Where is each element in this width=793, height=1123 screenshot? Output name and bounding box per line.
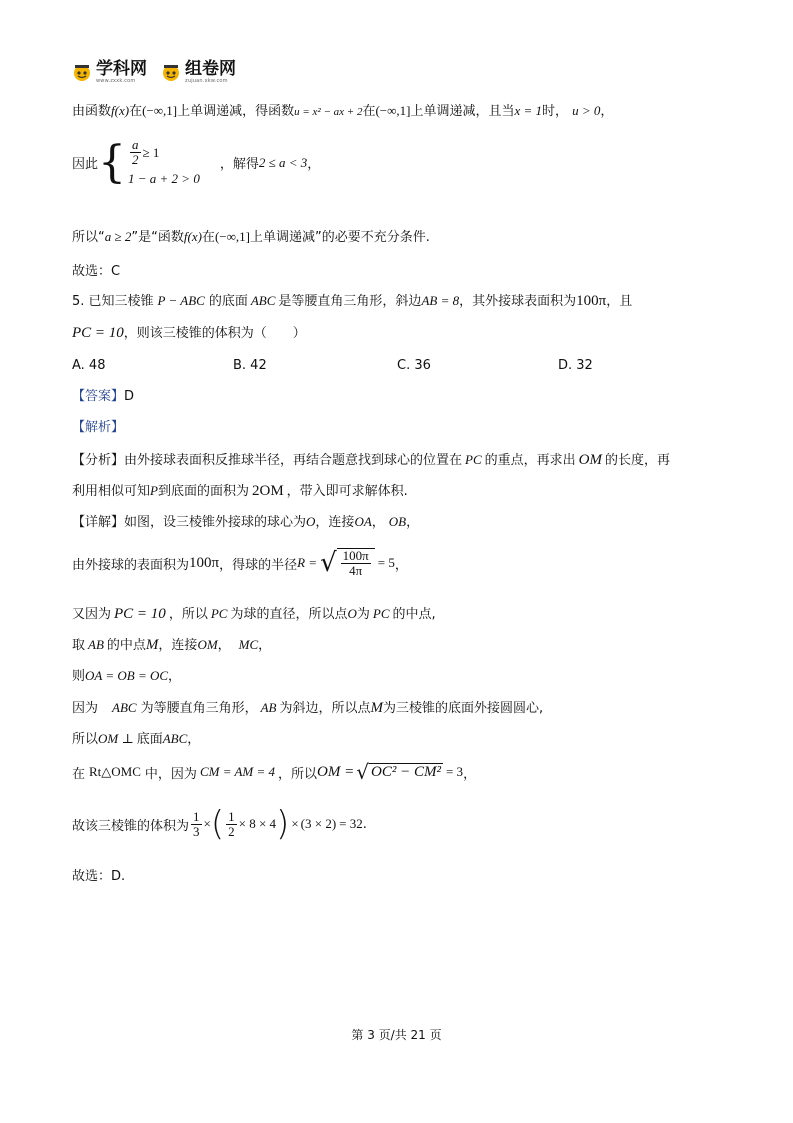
text: 为 (356, 607, 370, 622)
math: PC = 10 (114, 606, 166, 622)
text: ，解得 (219, 157, 259, 172)
text: 在 (72, 766, 86, 782)
text: ，所以 (278, 766, 318, 782)
logo-1 (96, 60, 147, 84)
text: 到底面的面积为 (157, 484, 249, 499)
math: ABC (112, 700, 137, 715)
text: 的底面 (208, 294, 248, 309)
text: ，则该三棱锥的体积为（ ） (123, 326, 306, 341)
sol4-line-3 (72, 227, 430, 248)
detail-final: 故选：D. (72, 869, 126, 884)
text: 中，因为 (144, 766, 197, 782)
text: ， (258, 638, 272, 653)
numerator: a (132, 137, 139, 152)
text: 所以“ (72, 230, 105, 245)
math: PC = 10 (72, 325, 124, 341)
zujuan-logo-icon (161, 62, 181, 82)
text: ， (406, 515, 420, 530)
fraction (341, 549, 371, 578)
numerator: 1 (193, 808, 200, 824)
detail-line-1 (72, 512, 419, 533)
math: OA (354, 514, 372, 529)
text: ，所以 (168, 607, 208, 622)
math: × (203, 816, 211, 831)
detail-line-9 (72, 804, 367, 844)
text: 为三棱锥的底面外接圆圆心, (383, 701, 544, 716)
math: AB (260, 700, 277, 715)
text: ， (307, 157, 321, 172)
q5-line-1 (72, 291, 632, 312)
math-ucond: u > 0 (572, 103, 601, 118)
text: ，带入即可求解体积. (286, 484, 408, 499)
page-footer: 第 3 页/共 21 页 (351, 1028, 442, 1042)
text: ， (600, 104, 614, 119)
fenxi-line-1 (72, 450, 670, 471)
text: 是等腰直角三角形，斜边 (278, 294, 422, 309)
detail-line-6 (72, 698, 543, 719)
text: 如图，设三棱锥外接球的球心为 (124, 515, 307, 530)
option-c: C. 36 (397, 358, 431, 373)
text: 在 (129, 104, 143, 119)
text: 的长度，再 (605, 453, 671, 468)
text: ，得球的半径 (219, 557, 298, 573)
text: 的中点, (392, 607, 436, 622)
math: 100π (576, 293, 607, 309)
detail-line-8 (72, 762, 476, 782)
math: M (145, 637, 159, 653)
brace-icon: { (98, 136, 127, 188)
math: Rt△OMC (89, 764, 141, 779)
logo-1-name: 学科网 (96, 59, 147, 79)
detail-line-5 (72, 666, 181, 687)
option-b: B. 42 (233, 358, 267, 373)
math: R = (297, 555, 318, 570)
math-cond: a ≥ 2 (104, 229, 132, 244)
math: 100π (189, 554, 220, 571)
detail-tag: 【详解】 (72, 515, 125, 530)
math-u: u = x² − ax + 2 (294, 106, 363, 118)
math-fx: f(x) (183, 229, 202, 244)
math: P − ABC (157, 293, 205, 308)
text: 在 (362, 104, 376, 119)
text: 的中点 (106, 638, 146, 653)
sol4-system (72, 138, 320, 187)
answer-tag: 【答案】 (72, 389, 125, 404)
denominator: 2 (228, 823, 235, 839)
text: ， (168, 669, 182, 684)
right-paren-icon: ) (276, 804, 290, 844)
text: 上单调递减”的必要不充分条件. (249, 230, 430, 245)
fraction (191, 810, 202, 839)
math: P (150, 483, 158, 498)
text: 为斜边，所以点 (279, 701, 371, 716)
math: OM ⊥ (98, 731, 134, 746)
text: 上单调递减，且当 (410, 104, 515, 119)
text: ”是“函数 (131, 230, 184, 245)
header-logos (72, 60, 236, 84)
text: 取 (72, 638, 86, 653)
text: 利用相似可知 (72, 484, 151, 499)
fraction (130, 138, 141, 167)
fenxi-tag: 【分析】 (72, 453, 125, 468)
fraction (226, 810, 237, 839)
system-row-2: 1 − a + 2 > 0 (128, 171, 200, 186)
math: ≥ 1 (142, 144, 160, 160)
text: ， (371, 515, 385, 530)
sqrt-body (337, 548, 375, 578)
text: 因此 (72, 157, 99, 172)
math: × 8 × 4 (238, 816, 277, 831)
q5-line-2 (72, 323, 306, 344)
text: ，其外接球表面积为 (459, 294, 577, 309)
text: ， (463, 766, 477, 782)
detail-line-2 (72, 548, 408, 578)
math: M (370, 700, 383, 716)
math: MC (238, 637, 259, 652)
text: 由函数 (72, 104, 112, 119)
text: 底面 (136, 732, 163, 747)
math-fx: f(x) (111, 103, 130, 118)
detail-line-3 (72, 604, 436, 625)
text: 又因为 (72, 607, 112, 622)
answer-line (72, 387, 134, 407)
analysis-tag-text: 【解析】 (72, 420, 125, 435)
text: ，连接 (158, 638, 198, 653)
math: = 3 (445, 764, 464, 779)
math: 2OM (251, 483, 284, 499)
math-interval: (−∞,1] (375, 103, 411, 118)
answer-value: D (124, 389, 135, 404)
text: 为等腰直角三角形， (140, 701, 258, 716)
math-interval: (−∞,1] (142, 103, 178, 118)
text: . (362, 816, 367, 832)
math: = 32 (339, 816, 363, 831)
left-paren-icon: ( (210, 804, 225, 844)
math: OA = OB = OC (85, 668, 169, 683)
math: ABC (250, 293, 276, 308)
analysis-tag (72, 418, 124, 438)
option-a: A. 48 (72, 358, 106, 373)
text: ， (217, 638, 231, 653)
math: OB (388, 514, 407, 529)
text: 时， (542, 104, 569, 119)
math-result: 2 ≤ a < 3 (258, 154, 308, 170)
text: 为球的直径，所以点 (230, 607, 348, 622)
text: 上单调递减，得函数 (177, 104, 295, 119)
math-x1: x = 1 (514, 103, 543, 118)
math: (3 × 2) (300, 816, 337, 831)
sqrt-icon: √ (356, 760, 369, 784)
text: 所以 (72, 732, 99, 747)
math: AB (88, 637, 104, 652)
text: 则 (72, 669, 86, 684)
text: 由外接球表面积反推球半径，再结合题意找到球心的位置在 (124, 453, 463, 468)
sqrt-body: OC² − CM² (371, 764, 441, 780)
logo-2-name: 组卷网 (185, 59, 236, 79)
text: ，且 (606, 294, 633, 309)
math: AB = 8 (421, 293, 460, 308)
text: 的重点，再求出 (484, 453, 576, 468)
denominator: 4π (349, 563, 363, 578)
sqrt-icon: √ (320, 548, 337, 578)
text: ，连接 (315, 515, 355, 530)
xueke-logo-icon (72, 62, 92, 82)
math: OM = (317, 763, 355, 780)
text: ， (187, 732, 201, 747)
math: CM = AM = 4 (199, 764, 276, 779)
text: ， (394, 557, 408, 573)
math: O (347, 606, 357, 621)
text: 故该三棱锥的体积为 (72, 818, 190, 834)
system-rows (128, 138, 200, 187)
fenxi-line-2 (72, 481, 408, 502)
math: OM (197, 637, 218, 652)
numerator: 100π (342, 548, 369, 563)
numerator: 1 (228, 808, 235, 824)
math: PC (372, 606, 390, 621)
math: = 5 (377, 555, 395, 570)
math: PC (465, 452, 482, 467)
math: ABC (162, 731, 188, 746)
detail-line-4 (72, 635, 271, 656)
text: 在 (201, 230, 215, 245)
system-row-1 (128, 138, 200, 167)
detail-line-7 (72, 729, 200, 750)
denominator: 2 (132, 152, 139, 167)
text: 因为 (72, 701, 99, 716)
math: OM (578, 452, 602, 468)
sol4-answer: 故选：C (72, 264, 121, 279)
logo-2-sub: zujuan.xkw.com (185, 78, 228, 84)
denominator: 3 (193, 823, 200, 839)
math-interval: (−∞,1] (214, 229, 250, 244)
text: 5. 已知三棱锥 (72, 294, 154, 309)
math: O (306, 514, 316, 529)
logo-2 (185, 60, 236, 84)
math: × (291, 816, 299, 831)
sol4-line-1 (72, 101, 613, 122)
option-d: D. 32 (558, 358, 593, 373)
text: 由外接球的表面积为 (72, 557, 190, 573)
logo-1-sub: www.zxxk.com (96, 78, 136, 84)
math: PC (210, 606, 228, 621)
